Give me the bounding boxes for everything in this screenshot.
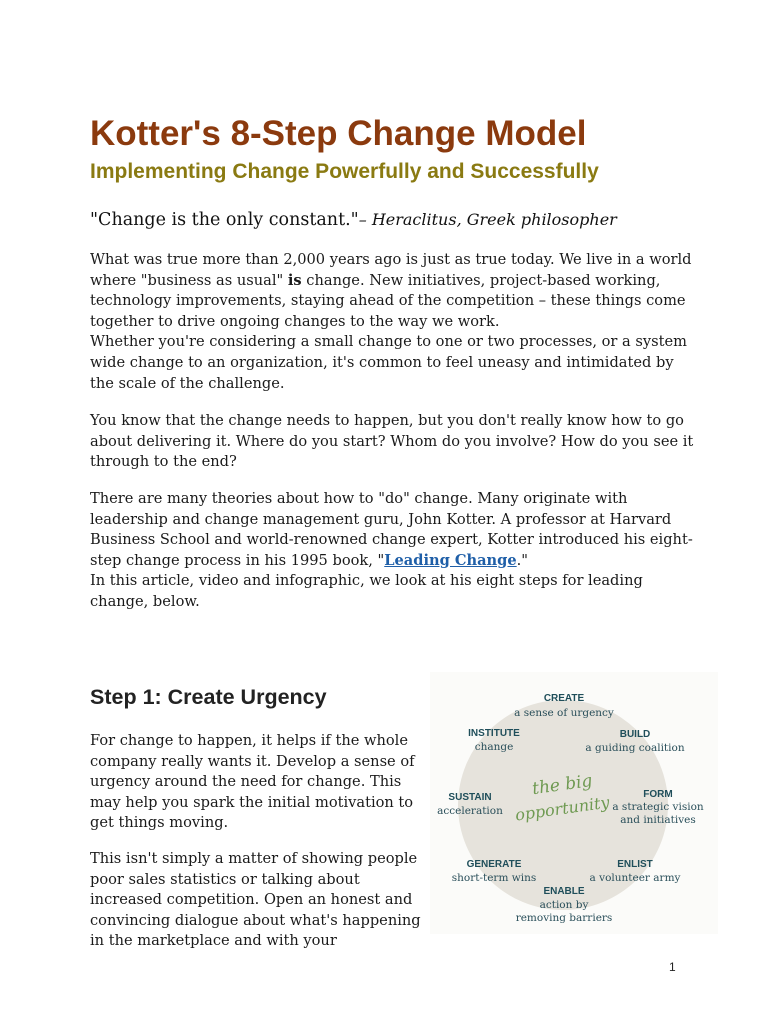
text-line: increased competition. Open an honest and (90, 891, 413, 909)
step-form-desc-1: a strategic vision (612, 801, 704, 813)
leading-change-link[interactable]: Leading Change (384, 551, 517, 569)
text-line: about delivering it. Where do you start? Whom do you involve? How do you see it (90, 432, 694, 450)
document-title: Kotter's 8-Step Change Model (90, 114, 587, 153)
step-build-label: BUILD (619, 729, 651, 740)
center-text-line-1: the big (530, 770, 594, 800)
text-line: In this article, video and infographic, we look at his eight steps for leading (90, 572, 643, 590)
kotter-infographic (430, 672, 718, 934)
text-fragment: where "business as usual" (90, 271, 288, 289)
quote-attribution: – Heraclitus, Greek philosopher (358, 210, 617, 229)
text-line: wide change to an organization, it's common to feel uneasy and intimidated by (90, 353, 674, 371)
text-line: leadership and change management guru, John Kotter. A professor at Harvard (90, 510, 672, 528)
text-line: through to the end? (90, 453, 237, 471)
text-line: What was true more than 2,000 years ago is just as true today. We live in a world (90, 251, 692, 268)
text-line: Business School and world-renowned change expert, Kotter introduced his eight- (90, 531, 693, 549)
step-enable-label: ENABLE (543, 886, 585, 897)
text-fragment: change. New initiatives, project-based working, (301, 271, 661, 289)
step-1-paragraph-2 (90, 849, 420, 952)
step-institute-label: INSTITUTE (468, 728, 520, 739)
center-text-line-2: opportunity (513, 792, 611, 825)
text-line: in the marketplace and with your (90, 932, 337, 950)
text-line: may help you spark the initial motivation to (90, 793, 414, 811)
text-line (90, 271, 690, 292)
text-line: the scale of the challenge. (90, 374, 285, 392)
text-line: technology improvements, staying ahead of the competition – these things come (90, 292, 686, 310)
step-enable-desc-1: action by (539, 899, 589, 911)
step-create-desc: a sense of urgency (514, 707, 614, 719)
text-line: This isn't simply a matter of showing people (90, 850, 418, 867)
text-line: get things moving. (90, 814, 229, 832)
step-enlist-label: ENLIST (617, 859, 653, 870)
text-line: change, below. (90, 592, 200, 610)
step-institute-desc: change (474, 741, 514, 753)
text-line (90, 551, 690, 572)
step-generate-desc: short-term wins (451, 872, 537, 884)
page-number: 1 (669, 960, 676, 974)
quote-text: "Change is the only constant." (90, 210, 359, 230)
step-sustain-desc: acceleration (437, 805, 503, 817)
paragraph-theories (90, 489, 693, 613)
step-enable-desc-2: removing barriers (515, 912, 613, 924)
bold-word: is (287, 271, 302, 289)
text-line: Whether you're considering a small change to one or two processes, or a system (90, 333, 687, 351)
text-line: There are many theories about how to "do" change. Many originate with (90, 490, 628, 507)
step-1-paragraph-1 (90, 731, 420, 834)
text-line: together to drive ongoing changes to the way we work. (90, 312, 500, 330)
step-enlist-desc: a volunteer army (589, 872, 681, 884)
text-fragment: ." (516, 551, 529, 569)
text-line: For change to happen, it helps if the whole (90, 732, 408, 749)
text-line: urgency around the need for change. This (90, 773, 402, 791)
text-line: You know that the change needs to happen, but you don't really know how to go (90, 412, 684, 429)
text-line: poor sales statistics or talking about (90, 870, 360, 888)
document-subtitle: Implementing Change Powerfully and Successfully (90, 160, 599, 183)
paragraph-intro (90, 250, 690, 394)
step-sustain-label: SUSTAIN (448, 792, 492, 803)
opening-quote (90, 208, 617, 232)
paragraph-question (90, 411, 694, 473)
step-form-desc-2: and initiatives (620, 814, 696, 826)
text-fragment: step change process in his 1995 book, " (90, 551, 385, 569)
text-line: convincing dialogue about what's happening (90, 911, 421, 929)
step-1-heading: Step 1: Create Urgency (90, 685, 327, 709)
step-create-label: CREATE (543, 693, 585, 704)
text-line: company really wants it. Develop a sense of (90, 752, 415, 770)
step-form-label: FORM (643, 789, 673, 800)
step-generate-label: GENERATE (466, 859, 522, 870)
step-build-desc: a guiding coalition (585, 742, 685, 754)
